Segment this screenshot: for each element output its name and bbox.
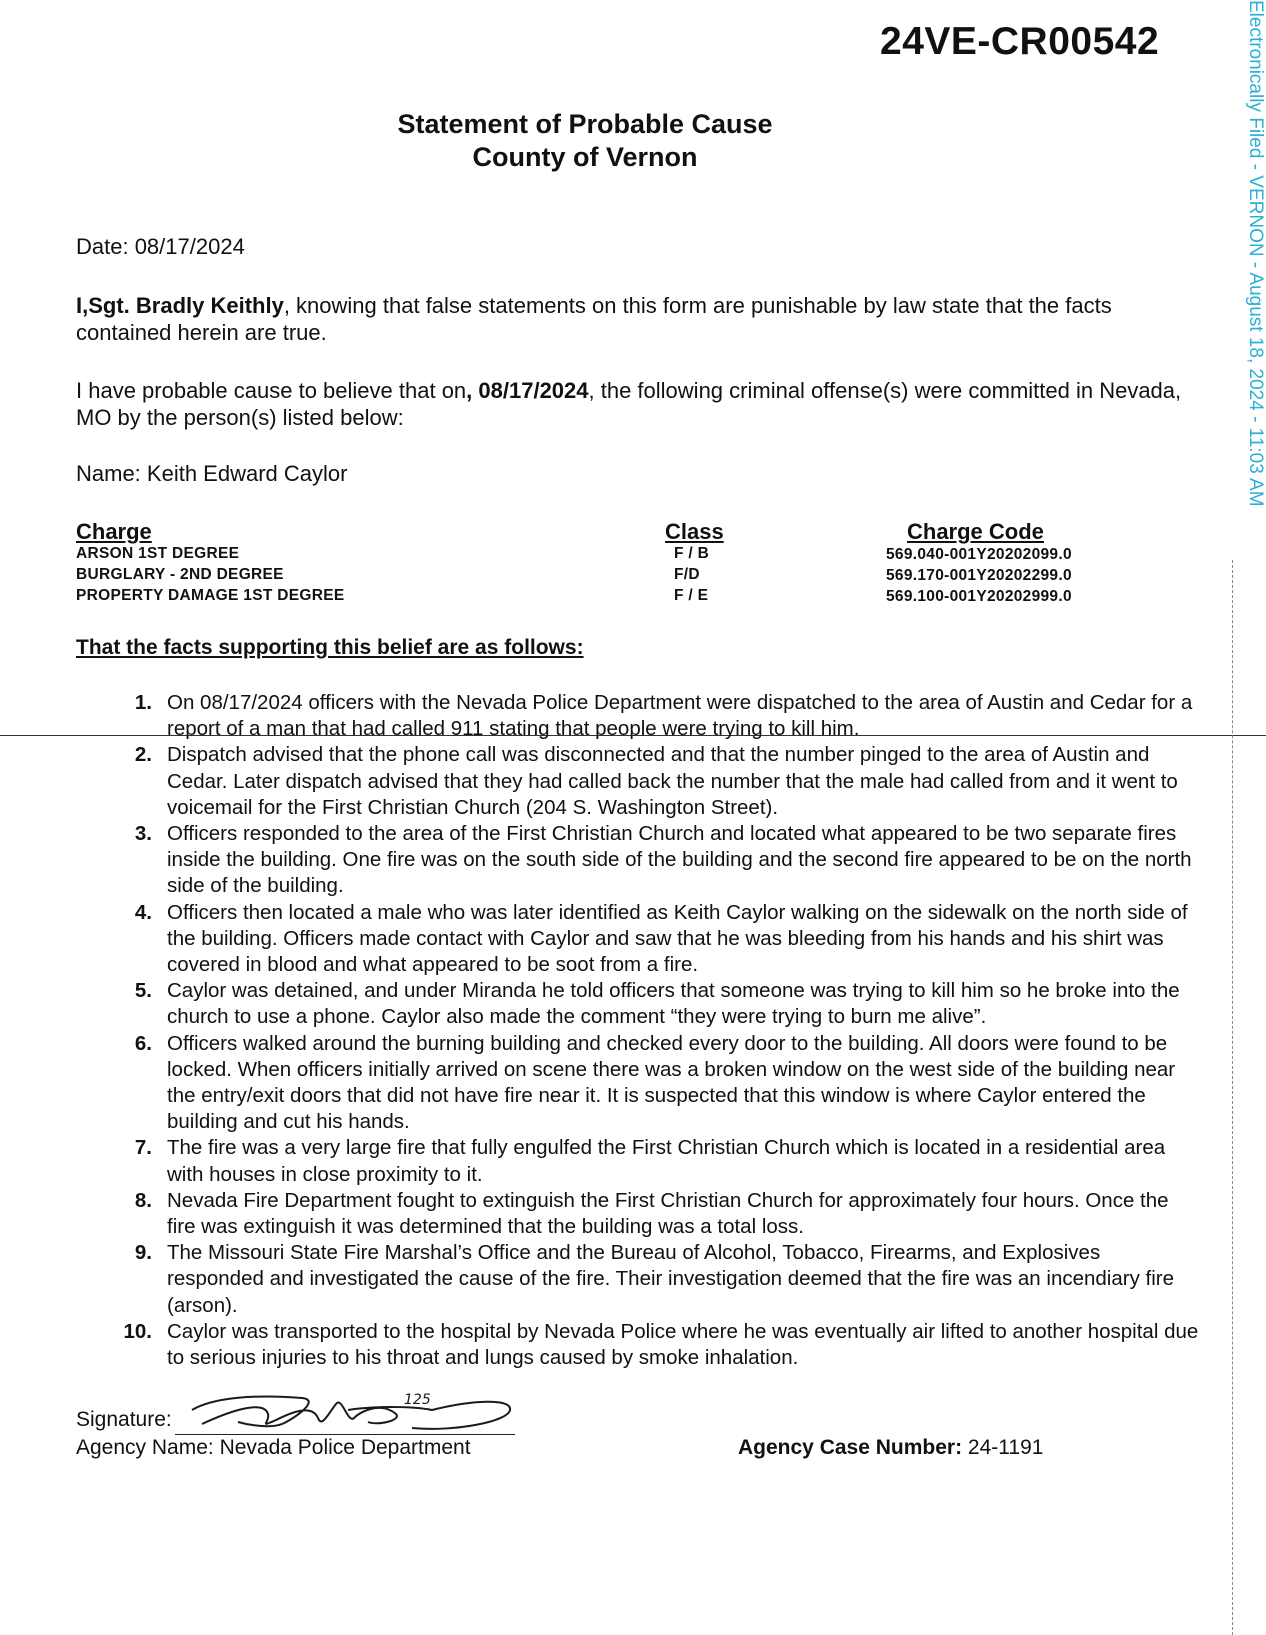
facts-heading: That the facts supporting this belief are as follows: xyxy=(76,636,584,659)
statement-date: Date: 08/17/2024 xyxy=(76,234,245,259)
fact-text: Caylor was detained, and under Miranda he told officers that someone was trying to kill him so he broke into the church to use a phone. Caylor also made the comment “they were trying to burn me alive”. xyxy=(167,979,1180,1029)
charge-header: Charge xyxy=(76,519,152,544)
fact-text: The Missouri State Fire Marshal’s Office and the Bureau of Alcohol, Tobacco, Firearms, and Explosives responded and investigated the cause of the fire. Their investigation deemed that the fire was an incendiary fire (arson). xyxy=(167,1241,1175,1317)
fact-number: 7. xyxy=(134,1136,152,1160)
scan-edge-line xyxy=(1232,560,1233,1635)
fact-number: 5. xyxy=(134,979,152,1003)
fact-item xyxy=(120,900,1200,979)
title-line-1: Statement of Probable Cause xyxy=(397,109,773,139)
class-header: Class xyxy=(665,519,724,544)
oath-prefix: I, xyxy=(76,293,89,318)
charge-code-header: Charge Code xyxy=(907,519,1044,544)
agency-case-value: 24-1191 xyxy=(962,1436,1044,1459)
charge-code: 569.040-001Y20202099.0 xyxy=(886,546,1072,563)
charge-name: BURGLARY - 2ND DEGREE xyxy=(76,566,284,583)
document-title xyxy=(0,108,1170,174)
signature-badge-number: 125 xyxy=(404,1392,431,1408)
facts-list xyxy=(120,690,1200,1371)
fact-item xyxy=(120,821,1200,900)
fact-text: Dispatch advised that the phone call was disconnected and that the number pinged to the area of Austin and Cedar. Later dispatch advised that they had called back the number that the male had called from and it went to voicemail for the First Christian Church (204 S. Washington Street). xyxy=(167,743,1178,819)
fact-text: Officers then located a male who was later identified as Keith Caylor walking on the sidewalk on the north side of the building. Officers made contact with Caylor and saw that he was bleeding from his hands and his shirt was covered in blood and what appeared to be soot from a fire. xyxy=(167,900,1188,977)
fact-number: 10. xyxy=(123,1319,152,1343)
fact-number: 6. xyxy=(134,1031,152,1055)
fact-number: 2. xyxy=(134,743,152,767)
fact-text: Caylor was transported to the hospital by Nevada Police where he was eventually air lifted to another hospital due to serious injuries to his throat and lungs caused by smoke inhalation. xyxy=(167,1319,1199,1370)
fact-text: Officers walked around the burning building and checked every door to the building. All doors were found to be locked. When officers initially arrived on scene there was a broken window on the west side of the building near the entry/exit doors that did not have fire near it. It is suspected that this window is where Caylor entered the building and cut his hands. xyxy=(167,1031,1176,1134)
offense-date: , 08/17/2024 xyxy=(466,378,589,403)
signature-line xyxy=(175,1434,515,1435)
oath-text: , knowing that false statements on this form are punishable by law state that the facts contained herein are true. xyxy=(76,293,1112,345)
defendant-name: Name: Keith Edward Caylor xyxy=(76,461,348,486)
officer-name: Sgt. Bradly Keithly xyxy=(88,293,284,318)
charge-class: F/D xyxy=(674,566,700,583)
fact-item xyxy=(120,978,1200,1030)
agency-name: Agency Name: Nevada Police Department xyxy=(76,1436,471,1459)
charge-code: 569.100-001Y20202999.0 xyxy=(886,588,1072,605)
signature-mark xyxy=(172,1380,532,1440)
charge-name: PROPERTY DAMAGE 1ST DEGREE xyxy=(76,587,345,604)
fact-text: The fire was a very large fire that fully engulfed the First Christian Church which is located in a residential area with houses in close proximity to it. xyxy=(167,1136,1166,1186)
filing-stamp: Electronically Filed - VERNON - August 18, 2024 - 11:03 AM xyxy=(1245,0,1266,507)
fact-item xyxy=(120,1319,1200,1371)
probable-cause-paragraph xyxy=(76,377,1186,431)
signature-label: Signature: xyxy=(76,1408,172,1431)
fact-number: 9. xyxy=(134,1241,152,1265)
cause-prefix: I have probable cause to believe that on xyxy=(76,378,467,403)
charge-code: 569.170-001Y20202299.0 xyxy=(886,567,1072,584)
fact-number: 4. xyxy=(134,900,152,924)
fact-text: Officers responded to the area of the First Christian Church and located what appeared to be two separate fires inside the building. One fire was on the south side of the building and the second fire appeared to be on the north side of the building. xyxy=(167,822,1192,898)
case-number: 24VE-CR00542 xyxy=(880,20,1160,63)
filing-stamp-container xyxy=(1238,0,1266,560)
fact-item xyxy=(120,690,1200,742)
fact-text: On 08/17/2024 officers with the Nevada Police Department were dispatched to the area of Austin and Cedar for a report of a man that had called 911 stating that people were trying to kill him. xyxy=(167,691,1193,741)
charge-class: F / B xyxy=(674,545,710,562)
agency-case-number xyxy=(738,1436,1043,1460)
agency-case-label: Agency Case Number: xyxy=(738,1436,963,1459)
fact-number: 1. xyxy=(134,691,152,714)
fact-text: Nevada Fire Department fought to extinguish the First Christian Church for approximately four hours. Once the fire was extinguish it was determined that the building was a total loss. xyxy=(167,1188,1169,1239)
fact-item xyxy=(120,1188,1200,1240)
oath-paragraph xyxy=(76,292,1186,346)
fact-number: 3. xyxy=(134,822,152,846)
title-line-2: County of Vernon xyxy=(472,142,698,172)
charge-class: F / E xyxy=(674,587,709,604)
fact-item xyxy=(120,1031,1200,1136)
charge-name: ARSON 1ST DEGREE xyxy=(76,545,240,562)
fact-item xyxy=(120,742,1200,821)
cause-text: , the following criminal offense(s) were committed in Nevada, MO by the person(s) listed below: xyxy=(76,378,1182,430)
fact-item xyxy=(120,1135,1200,1187)
fact-item xyxy=(120,1240,1200,1319)
fact-number: 8. xyxy=(134,1188,152,1212)
